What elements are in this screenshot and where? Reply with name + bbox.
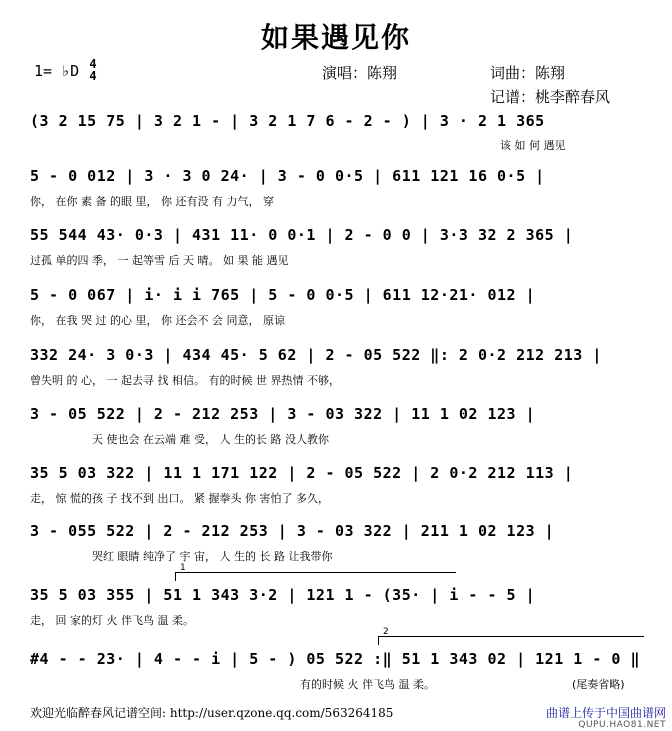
score-title: 如果遇见你 [260, 21, 411, 54]
watermark-url: QUPU.HAO81.NET [578, 720, 666, 730]
notation-row-6: 3 - 05 522 | 2 - 212 253 | 3 - 03 322 | 11 1 02 123 | [30, 405, 536, 423]
key-signature: 1= ♭D [34, 62, 80, 80]
footer-watermark [546, 704, 666, 730]
second-ending-bracket [378, 627, 644, 645]
lyricist-composer-credit: 词曲：陈翔 [490, 64, 566, 82]
lyrics-row-6: 天 使也会 在云端 难 受， 人 生的长 路 没人教你 [92, 433, 329, 446]
footer-blog-link[interactable]: 欢迎光临醉春风记谱空间: http://user.qzone.qq.com/563264185 [30, 706, 394, 720]
watermark-text: 曲谱上传于中国曲谱网 [545, 706, 666, 720]
time-signature [86, 58, 100, 82]
lyrics-row-2: 你， 在你 素 备 的眼 里， 你 还有没 有 力气， 穿 [30, 195, 274, 208]
outro-omitted-note: (尾奏省略) [572, 678, 625, 691]
transcriber-credit: 记谱：桃李醉春风 [490, 88, 611, 106]
lyrics-row-8: 哭红 眼睛 纯净了 宇 宙， 人 生的 长 路 让我带你 [92, 550, 333, 563]
notation-row-5: 332 24· 3 0·3 | 434 45· 5 62 | 2 - 05 522 ‖: 2 0·2 212 213 | [30, 346, 602, 364]
lyrics-row-3: 过孤 单的四 季， 一 起等雪 后 天 晴。 如 果 能 遇见 [30, 254, 289, 267]
singer-credit: 演唱：陈翔 [322, 64, 398, 82]
lyrics-row-1: 该 如 何 遇见 [500, 139, 566, 152]
first-ending-bracket [175, 563, 456, 581]
notation-row-4: 5 - 0 067 | i· i i 765 | 5 - 0 0·5 | 611 12·21· 012 | [30, 286, 536, 304]
meter-bottom: 4 [89, 69, 97, 83]
lyrics-row-7: 走， 惊 慌的孩 子 找不到 出口。 紧 握拳头 你 害怕了 多久， [30, 492, 329, 505]
lyrics-row-9: 走， 回 家的灯 火 伴飞鸟 温 柔。 [30, 614, 194, 627]
lyrics-row-10: 有的时候 火 伴飞鸟 温 柔。 [300, 678, 435, 691]
meter-top: 4 [89, 57, 97, 71]
notation-row-10: #4 - - 23· | 4 - - i | 5 - ) 05 522 :‖ 51 1 343 02 | 121 1 - 0 ‖ [30, 650, 640, 668]
notation-row-1: (3 2 15 75 | 3 2 1 - | 3 2 1 7 6 - 2 - ) | 3 · 2 1 365 [30, 112, 545, 130]
lyrics-row-4: 你， 在我 哭 过 的心 里， 你 还会不 会 同意， 原谅 [30, 314, 285, 327]
lyrics-row-5: 曾失明 的 心， 一 起去寻 找 相信。 有的时候 世 界热情 不够， [30, 374, 340, 387]
first-ending-number: 1 [180, 563, 186, 573]
notation-row-7: 35 5 03 322 | 11 1 171 122 | 2 - 05 522 | 2 0·2 212 113 | [30, 464, 574, 482]
notation-row-3: 55 544 43· 0·3 | 431 11· 0 0·1 | 2 - 0 0 | 3·3 32 2 365 | [30, 226, 574, 244]
notation-row-9: 35 5 03 355 | 51 1 343 3·2 | 121 1 - (35· | i - - 5 | [30, 586, 536, 604]
notation-row-8: 3 - 055 522 | 2 - 212 253 | 3 - 03 322 | 211 1 02 123 | [30, 522, 555, 540]
notation-row-2: 5 - 0 012 | 3 · 3 0 24· | 3 - 0 0·5 | 611 121 16 0·5 | [30, 167, 545, 185]
second-ending-number: 2 [383, 627, 389, 637]
